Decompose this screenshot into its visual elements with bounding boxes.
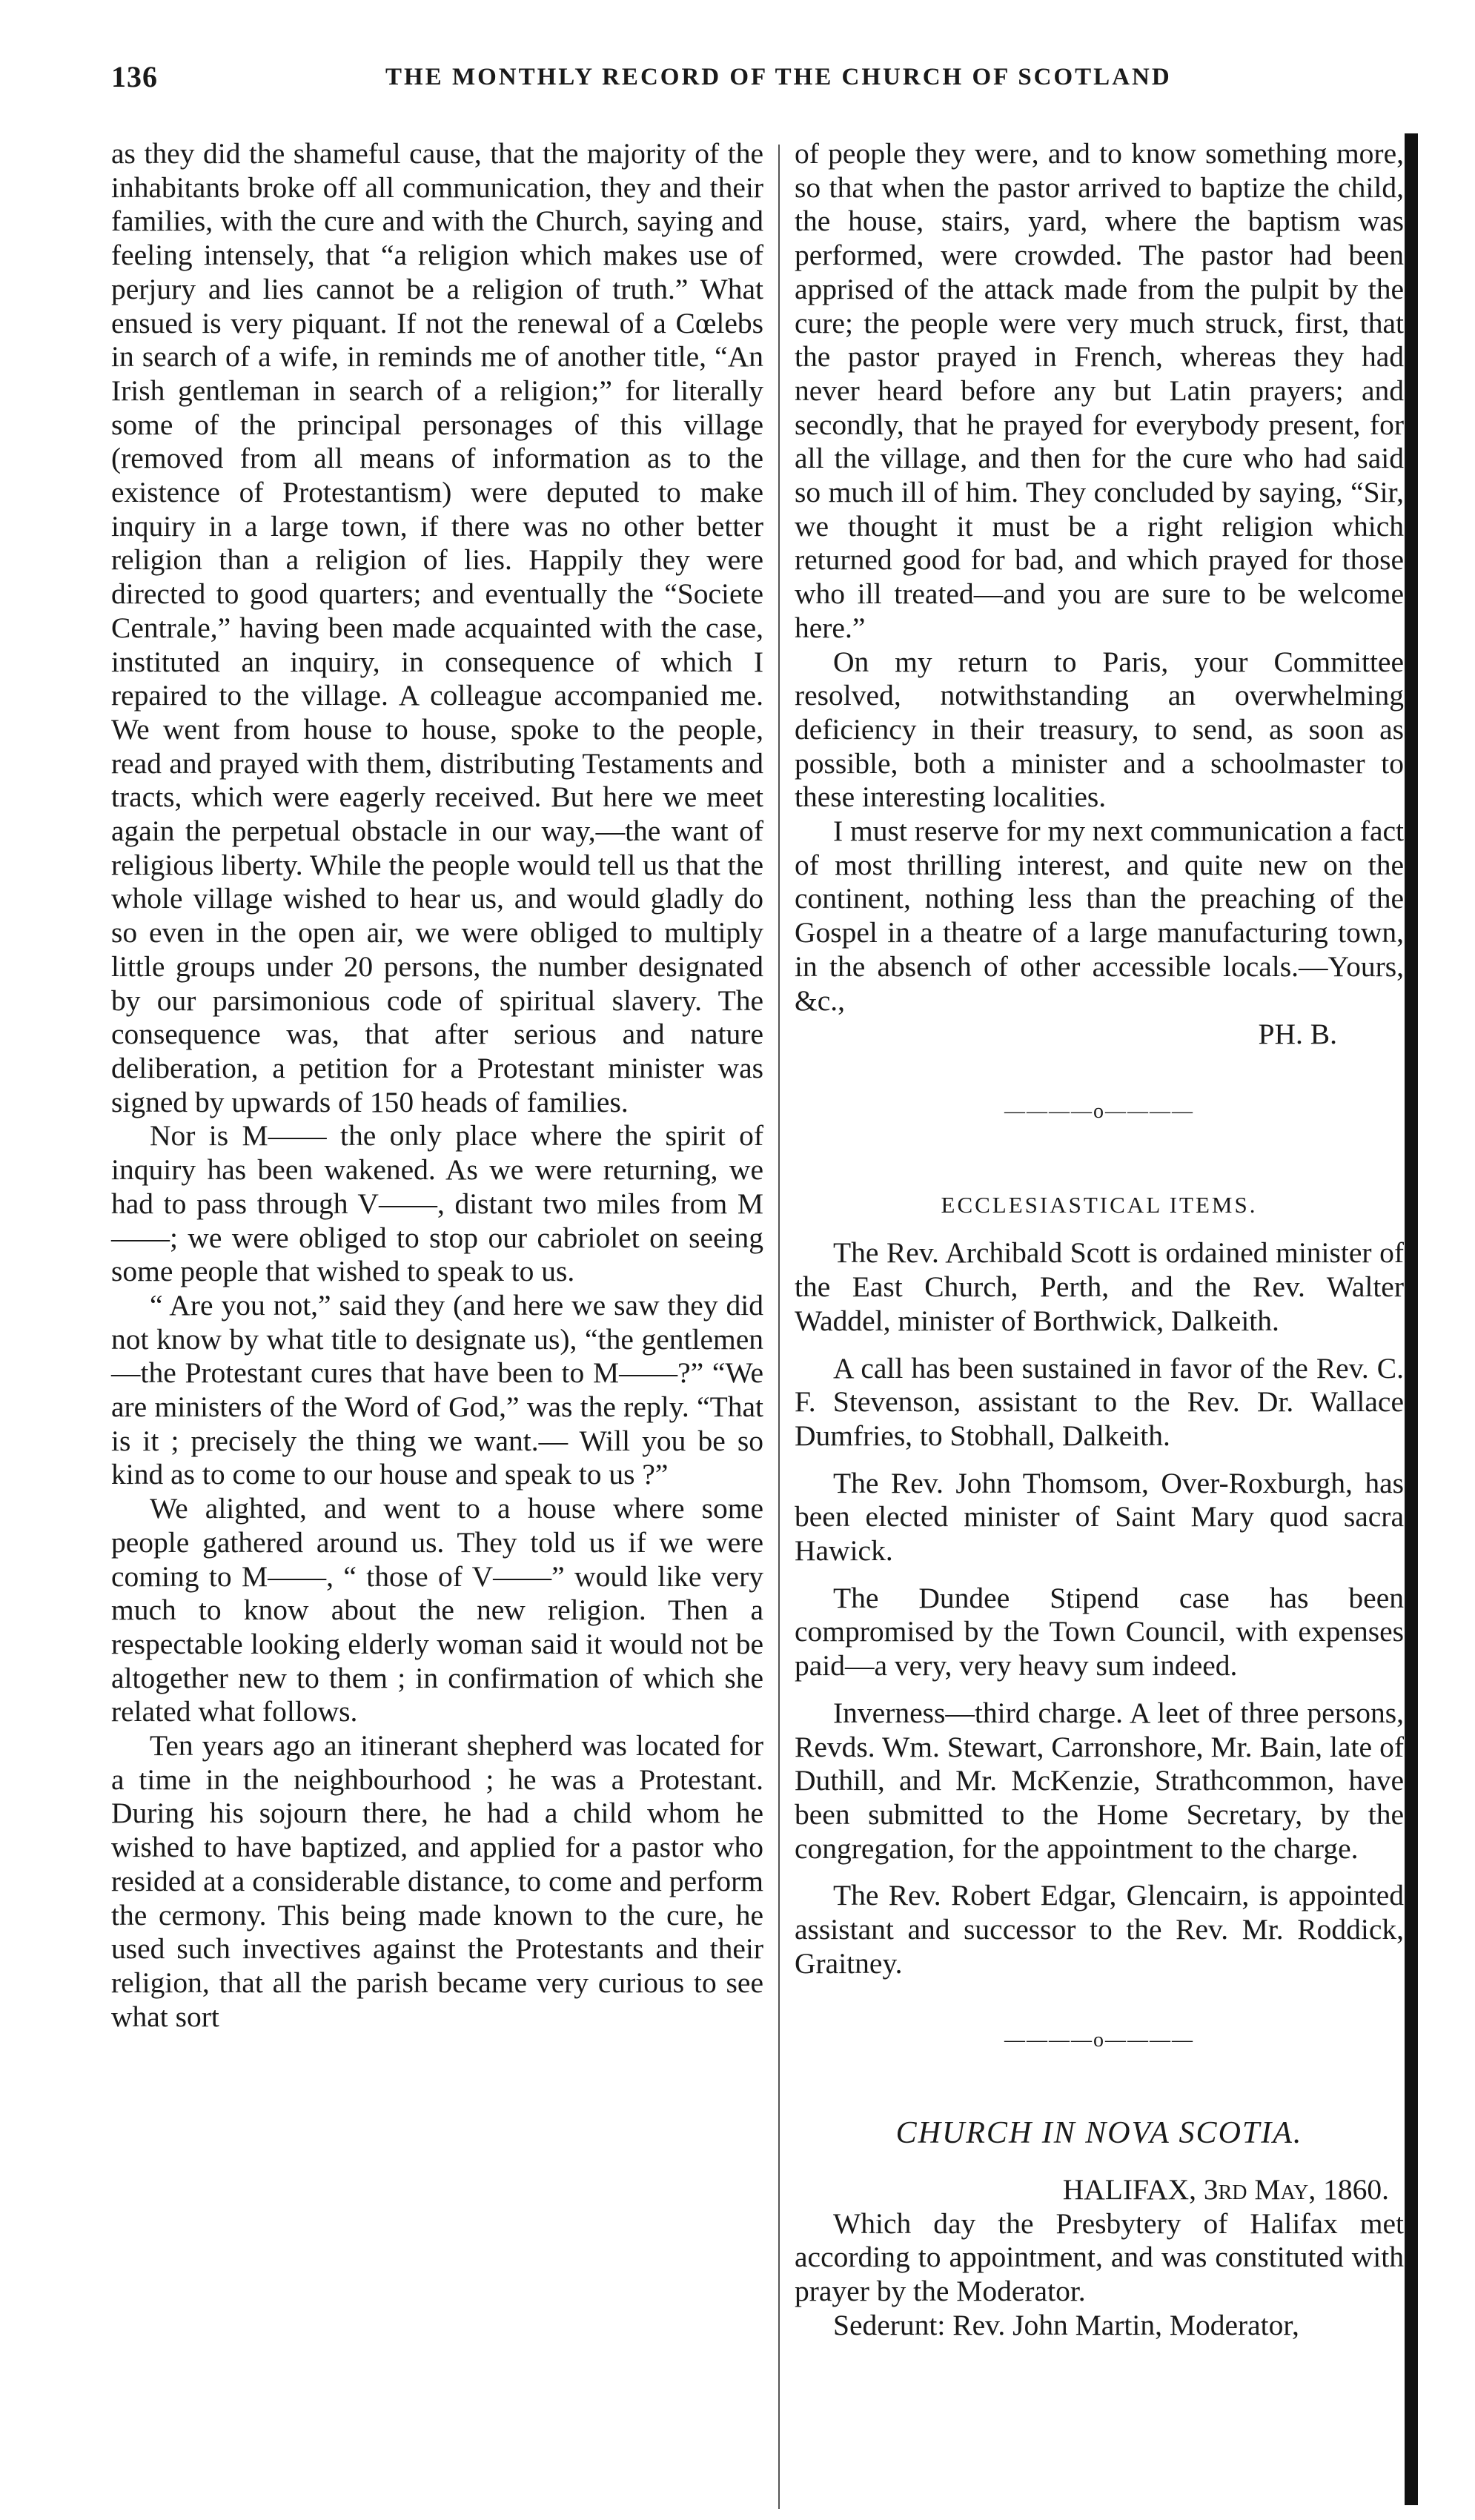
- section-divider: ————o————: [1004, 1099, 1194, 1123]
- nova-scotia-heading: CHURCH IN NOVA SCOTIA.: [895, 2116, 1303, 2151]
- left-paragraph-5: Ten years ago an itinerant shepherd was located for a time in the neighbourhood ; he was a Protestant. During his sojourn there, he had a child whom he wished to have baptized, and applied for a pastor who resided at a considerable distance, to come and perform the cermony. This being made known to the cure, he used such invectives against the Protestants and their religion, that all the parish became very curious to see what sort: [111, 1729, 763, 2033]
- ecclesiastical-item: The Rev. Robert Edgar, Glencairn, is appointed assistant and successor to the Rev. Mr. Roddick, Graitney.: [795, 1879, 1404, 1980]
- running-head: THE MONTHLY RECORD OF THE CHURCH OF SCOTLAND: [385, 64, 1172, 90]
- column-rule: [778, 145, 780, 2509]
- left-paragraph-2: Nor is M—— the only place where the spirit of inquiry has been wakened. As we were returning, we had to pass through V——, distant two miles from M——; we were obliged to stop our cabriolet on seeing some people that wished to speak to us.: [111, 1119, 763, 1288]
- ecclesiastical-items-heading: ECCLESIASTICAL ITEMS.: [941, 1191, 1258, 1218]
- section-divider: ————o————: [1004, 2029, 1194, 2052]
- binding-shadow: [1405, 133, 1418, 2505]
- ecclesiastical-item: The Rev. John Thomsom, Over-Roxburgh, has been elected minister of Saint Mary quod sacra Hawick.: [795, 1466, 1404, 1568]
- nova-scotia-section: [795, 2173, 1404, 2343]
- nova-paragraph-2: Sederunt: Rev. John Martin, Moderator,: [833, 2308, 1299, 2341]
- right-paragraph-2: On my return to Paris, your Committee resolved, notwithstanding an overwhelming deficiency in their treasury, to send, as soon as possible, both a minister and a schoolmaster to these interesting localities.: [795, 645, 1404, 814]
- ecclesiastical-item: A call has been sustained in favor of the Rev. C. F. Stevenson, assistant to the Rev. Dr. Wallace Dumfries, to Stobhall, Dalkeith.: [795, 1351, 1404, 1452]
- signature: PH. B.: [1258, 1018, 1337, 1051]
- ecclesiastical-item: The Rev. Archibald Scott is ordained minister of the East Church, Perth, and the Rev. Walter Waddel, minister of Borthwick, Dalkeith.: [795, 1236, 1404, 1337]
- page-number: 136: [111, 60, 158, 93]
- left-paragraph-3: “ Are you not,” said they (and here we saw they did not know by what title to designate us), “the gentlemen—the Protestant cures that have been to M——?” “We are ministers of the Word of God,” was the reply. “That is it ; precisely the thing we want.— Will you be so kind as to come to our house and speak to us ?”: [111, 1288, 763, 1491]
- ecclesiastical-items-list: [795, 1236, 1404, 1980]
- left-paragraph-1: as they did the shameful cause, that the majority of the inhabitants broke off all communication, they and their families, with the cure and with the Church, saying and feeling intensely, that “a religion which makes use of perjury and lies cannot be a religion of truth.” What ensued is very piquant. If not the renewal of a Cœlebs in search of a wife, in reminds me of another title, “An Irish gentleman in search of a religion;” for literally some of the principal personages of this village (removed from all means of information as to the existence of Protestantism) were deputed to make inquiry in a large town, if there was no other better religion than a religion of lies. Happily they were directed to good quarters; and eventually the “Societe Centrale,” having been made acquainted with the case, instituted an inquiry, in consequence of which I repaired to the village. A colleague accompanied me. We went from house to house, spoke to the people, read and prayed with them, distributing Testaments and tracts, which were eagerly received. But here we meet again the perpetual obstacle in our way,—the want of religious liberty. While the people would tell us that the whole village wished to hear us, and would gladly do so even in the open air, we were obliged to multiply little groups under 20 persons, the number designated by our parsimonious code of spiritual slavery. The consequence was, that after serious and nature deliberation, a petition for a Protestant minister was signed by upwards of 150 heads of families.: [111, 137, 763, 1118]
- left-paragraph-4: We alighted, and went to a house where some people gathered around us. They told us if we were coming to M——, “ those of V——” would like very much to know about the new religion. Then a respectable looking elderly woman said it would not be altogether new to them ; in confirmation of which she related what follows.: [111, 1492, 763, 1728]
- right-paragraph-3: I must reserve for my next communication a fact of most thrilling interest, and quite new on the continent, nothing less than the preaching of the Gospel in a theatre of a large manufacturing town, in the absench of other accessible locals.—Yours, &c.,: [795, 815, 1404, 1017]
- ecclesiastical-item: Inverness—third charge. A leet of three persons, Revds. Wm. Stewart, Carronshore, Mr. Bain, late of Duthill, and Mr. McKenzie, Strathcommon, have been submitted to the Home Secretary, by the congregation, for the appointment to the charge.: [795, 1696, 1404, 1865]
- nova-paragraph-1: Which day the Presbytery of Halifax met according to appointment, and was constituted with prayer by the Moderator.: [795, 2206, 1404, 2307]
- left-column: [111, 137, 763, 2034]
- dateline: HALIFAX, 3rd May, 1860.: [1062, 2172, 1389, 2206]
- right-column: [795, 137, 1404, 2509]
- ecclesiastical-item: The Dundee Stipend case has been compromised by the Town Council, with expenses paid—a very, very heavy sum indeed.: [795, 1581, 1404, 1682]
- right-paragraph-1: of people they were, and to know something more, so that when the pastor arrived to baptize the child, the house, stairs, yard, where the baptism was performed, were crowded. The pastor had been apprised of the attack made from the pulpit by the cure; the people were very much struck, first, that the pastor prayed in French, whereas they had never heard before any but Latin prayers; and secondly, that he prayed for everybody present, for all the village, and then for the cure who had said so much ill of him. They concluded by saying, “Sir, we thought it must be a right religion which returned good for bad, and which prayed for those who ill treated—and you are sure to be welcome here.”: [795, 137, 1404, 644]
